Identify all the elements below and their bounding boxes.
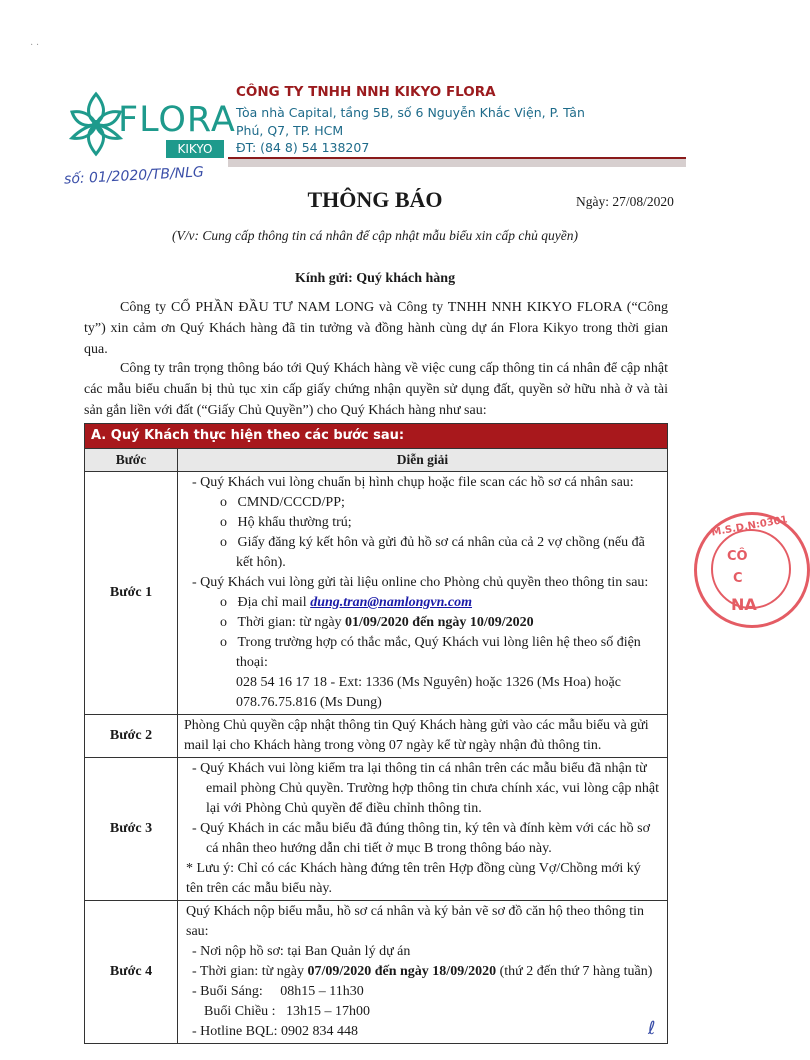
- document-date: Ngày: 27/08/2020: [576, 194, 674, 209]
- stamp-text: C: [733, 571, 743, 586]
- time-label: Thời gian: từ ngày: [199, 964, 308, 979]
- time-value: 07/09/2020 đến ngày 18/09/2020: [307, 964, 497, 979]
- column-header-description: Diễn giải: [178, 449, 668, 472]
- logo-wordmark: FLORA: [118, 100, 236, 140]
- step-label: Bước 3: [85, 758, 178, 901]
- time-suffix: (thứ 2 đến thứ 7 hàng tuần): [496, 964, 653, 979]
- list-item: o Giấy đăng ký kết hôn và gửi đủ hồ sơ cá nhân của cả 2 vợ chồng (nếu đã kết hôn).: [184, 533, 661, 573]
- stamp-text: CÔ: [727, 549, 748, 564]
- time-value: 01/09/2020 đến ngày 10/09/2020: [345, 615, 534, 630]
- list-item: - Quý Khách vui lòng gửi tài liệu online cho Phòng chủ quyền theo thông tin sau:: [184, 573, 661, 593]
- step-label: Bước 2: [85, 715, 178, 758]
- document-title: THÔNG BÁO: [307, 187, 443, 212]
- email-label: Địa chỉ mail: [237, 595, 311, 610]
- steps-table: [84, 423, 668, 1044]
- list-item: [184, 962, 661, 982]
- salutation: Kính gửi: Quý khách hàng: [294, 271, 456, 286]
- document-subject: (V/v: Cung cấp thông tin cá nhân để cập nhật mẫu biểu xin cấp chủ quyền): [171, 228, 579, 243]
- intro-paragraph: Công ty CỔ PHẦN ĐẦU TƯ NAM LONG và Công ty TNHH NNH KIKYO FLORA (“Công ty”) xin cảm ơn Quý Khách hàng đã tin tưởng và đồng hành cùng dự án Flora Kikyo trong thời gian qua.: [84, 300, 668, 357]
- list-item: - Nơi nộp hồ sơ: tại Ban Quản lý dự án: [184, 942, 661, 962]
- logo-subtitle: KIKYO: [166, 140, 224, 158]
- stamp-text: NA: [731, 595, 757, 614]
- header-divider: [228, 157, 686, 167]
- flower-icon: [68, 84, 124, 168]
- list-item: - Quý Khách vui lòng chuẩn bị hình chụp hoặc file scan các hồ sơ cá nhân sau:: [184, 473, 661, 493]
- list-item: o Trong trường hợp có thắc mắc, Quý Khách vui lòng liên hệ theo số điện thoại:: [184, 633, 661, 673]
- time-label: Thời gian: từ ngày: [237, 615, 346, 630]
- company-phone: ĐT: (84 8) 54 138207: [236, 140, 370, 155]
- list-item: [184, 593, 661, 613]
- company-address: Tòa nhà Capital, tầng 5B, số 6 Nguyễn Khắc Viện, P. Tân Phú, Q7, TP. HCM: [236, 105, 585, 138]
- list-item: o Hộ khẩu thường trú;: [184, 513, 661, 533]
- handwritten-initial: ℓ: [648, 1018, 656, 1039]
- table-row: [85, 758, 668, 901]
- list-item: - Hotline BQL: 0902 834 448: [184, 1022, 661, 1042]
- list-item: - Quý Khách vui lòng kiểm tra lại thông tin cá nhân trên các mẫu biểu đã nhận từ email phòng Chủ quyền. Trường hợp thông tin chưa chính xác, vui lòng cập nhật lại với Phòng Chủ quyền để điều chỉnh thông tin.: [184, 759, 661, 819]
- contact-phones: 078.76.75.816 (Ms Dung): [236, 695, 382, 710]
- list-item: - Buổi Sáng: 08h15 – 11h30: [184, 982, 661, 1002]
- email-link[interactable]: dung.tran@namlongvn.com: [310, 595, 473, 610]
- notice-paragraph: Công ty trân trọng thông báo tới Quý Khách hàng về việc cung cấp thông tin cá nhân để cập nhật các mẫu biểu chuẩn bị thủ tục xin cấp giấy chứng nhận quyền sử dụng đất, quyền sở hữu nhà ở và tài sản gắn liền với đất (“Giấy Chủ Quyền”) cho Quý Khách hàng như sau:: [84, 361, 668, 418]
- handwritten-doc-number: số: 01/2020/TB/NLG: [63, 164, 205, 188]
- section-a-heading: A. Quý Khách thực hiện theo các bước sau:: [85, 424, 668, 449]
- stamp-ring-text: M.S.D.N:0301: [710, 514, 789, 539]
- step-description: Phòng Chủ quyền cập nhật thông tin Quý Khách hàng gửi vào các mẫu biểu và gửi mail lại cho Khách hàng trong vòng 07 ngày kể từ ngày nhận đủ thông tin.: [178, 715, 668, 758]
- list-item: Buổi Chiều : 13h15 – 17h00: [204, 1004, 371, 1019]
- step-description: [178, 472, 668, 715]
- step-label: Bước 1: [85, 472, 178, 715]
- note: * Lưu ý: Chỉ có các Khách hàng đứng tên trên Hợp đồng cùng Vợ/Chồng mới ký tên trên các mẫu biểu này.: [186, 861, 641, 896]
- step-description: [178, 758, 668, 901]
- company-stamp: [694, 512, 810, 628]
- list-item: - Quý Khách in các mẫu biểu đã đúng thông tin, ký tên và đính kèm với các hồ sơ cá nhân theo hướng dẫn chi tiết ở mục B trong thông báo này.: [184, 819, 661, 859]
- contact-phones: 028 54 16 17 18 - Ext: 1336 (Ms Nguyên) hoặc 1326 (Ms Hoa) hoặc: [236, 675, 621, 690]
- step-intro: Quý Khách nộp biểu mẫu, hồ sơ cá nhân và ký bản vẽ sơ đồ căn hộ theo thông tin sau:: [186, 904, 645, 939]
- column-header-step: Bước: [85, 449, 178, 472]
- table-row: [85, 472, 668, 715]
- table-row: [85, 901, 668, 1044]
- step-label: Bước 4: [85, 901, 178, 1044]
- list-item: [184, 613, 661, 633]
- scan-mark: · ·: [30, 40, 40, 51]
- company-logo: [68, 84, 236, 168]
- list-item: o CMND/CCCD/PP;: [184, 493, 661, 513]
- step-description: [178, 901, 668, 1044]
- table-row: [85, 715, 668, 758]
- company-name: CÔNG TY TNHH NNH KIKYO FLORA: [236, 84, 496, 100]
